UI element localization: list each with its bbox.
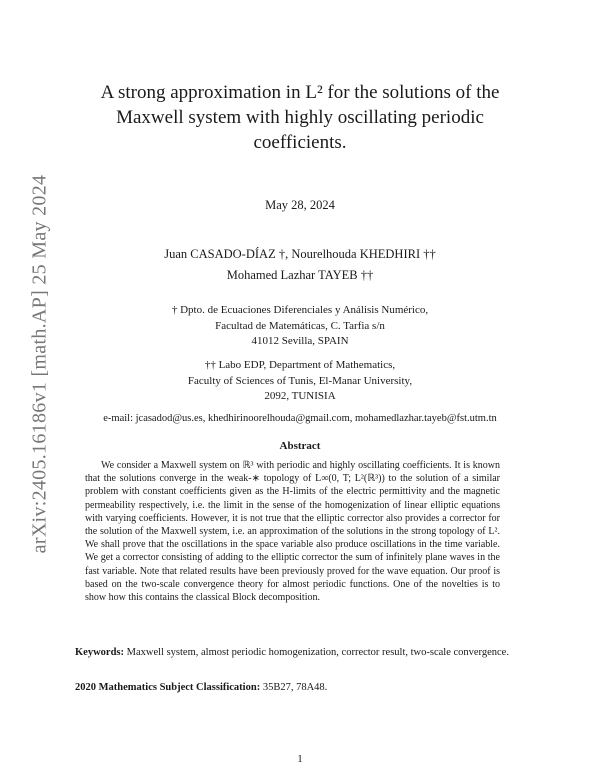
msc-classification: [75, 682, 327, 693]
msc-label: 2020 Mathematics Subject Classification:: [75, 682, 261, 693]
affiliation-2: [0, 358, 600, 405]
authors: [0, 244, 600, 286]
arxiv-stamp-text: arXiv:2405.16186v1 [math.AP] 25 May 2024: [28, 174, 51, 554]
abstract-heading: Abstract: [279, 440, 321, 452]
title-line-1: A strong approximation in L² for the solutions of the: [100, 82, 500, 103]
page-number: 1: [297, 753, 303, 765]
authors-line-1: Juan CASADO-DÍAZ †, Nourelhouda KHEDHIRI ††: [164, 247, 436, 261]
affiliation-2-line-2: Faculty of Sciences of Tunis, El-Manar University,: [187, 374, 413, 387]
affiliation-1: [0, 303, 600, 350]
affiliation-2-line-3: 2092, TUNISIA: [264, 390, 336, 402]
keywords-text: Maxwell system, almost periodic homogenization, corrector result, two-scale convergence.: [126, 647, 509, 658]
keywords: [75, 646, 530, 660]
affiliation-2-line-1: †† Labo EDP, Department of Mathematics,: [204, 359, 396, 371]
title-line-2: Maxwell system with highly oscillating periodic: [116, 107, 484, 128]
paper-title: [0, 80, 600, 155]
email-line: e-mail: jcasadod@us.es, khedhirinoorelhouda@gmail.com, mohamedlazhar.tayeb@fst.utm.tn: [103, 413, 497, 424]
affiliation-1-line-2: Facultad de Matemáticas, C. Tarfia s/n: [215, 319, 385, 332]
keywords-label: Keywords:: [75, 647, 124, 658]
paper-date: May 28, 2024: [265, 198, 335, 212]
msc-text: 35B27, 78A48.: [262, 682, 328, 693]
affiliation-1-line-3: 41012 Sevilla, SPAIN: [251, 335, 349, 347]
authors-line-2: Mohamed Lazhar TAYEB ††: [226, 268, 374, 282]
abstract-text: We consider a Maxwell system on ℝ³ with periodic and highly oscillating coefficients. It is known that the solutions converge in the weak-∗ topology of L∞(0, T; L²(ℝ³)) to the solution of a similar problem with constant coefficients given as the H-limits of the electric permittivity and the magnetic permeability respectively, i.e. the limit in the sense of the homogenization of linear elliptic equations with varying coefficients. However, it is not true that the elliptic corrector also provides a corrector for the solution of the Maxwell system, i.e. an approximation of the solutions in the strong topology of L². We shall prove that the oscillations in the space variable also produce oscillations in the time variable. We get a corrector consisting of adding to the elliptic corrector the sum of infinitely plane waves in the fast variable. Note that related results have been previously proved for the wave equation. Our proof is based on the two-scale convergence theory for almost periodic functions. One of the novelties is to show how this contains the classical Block decomposition.: [85, 460, 500, 604]
affiliation-1-line-1: † Dpto. de Ecuaciones Diferenciales y Análisis Numérico,: [171, 304, 429, 316]
title-line-3: coefficients.: [253, 132, 347, 153]
